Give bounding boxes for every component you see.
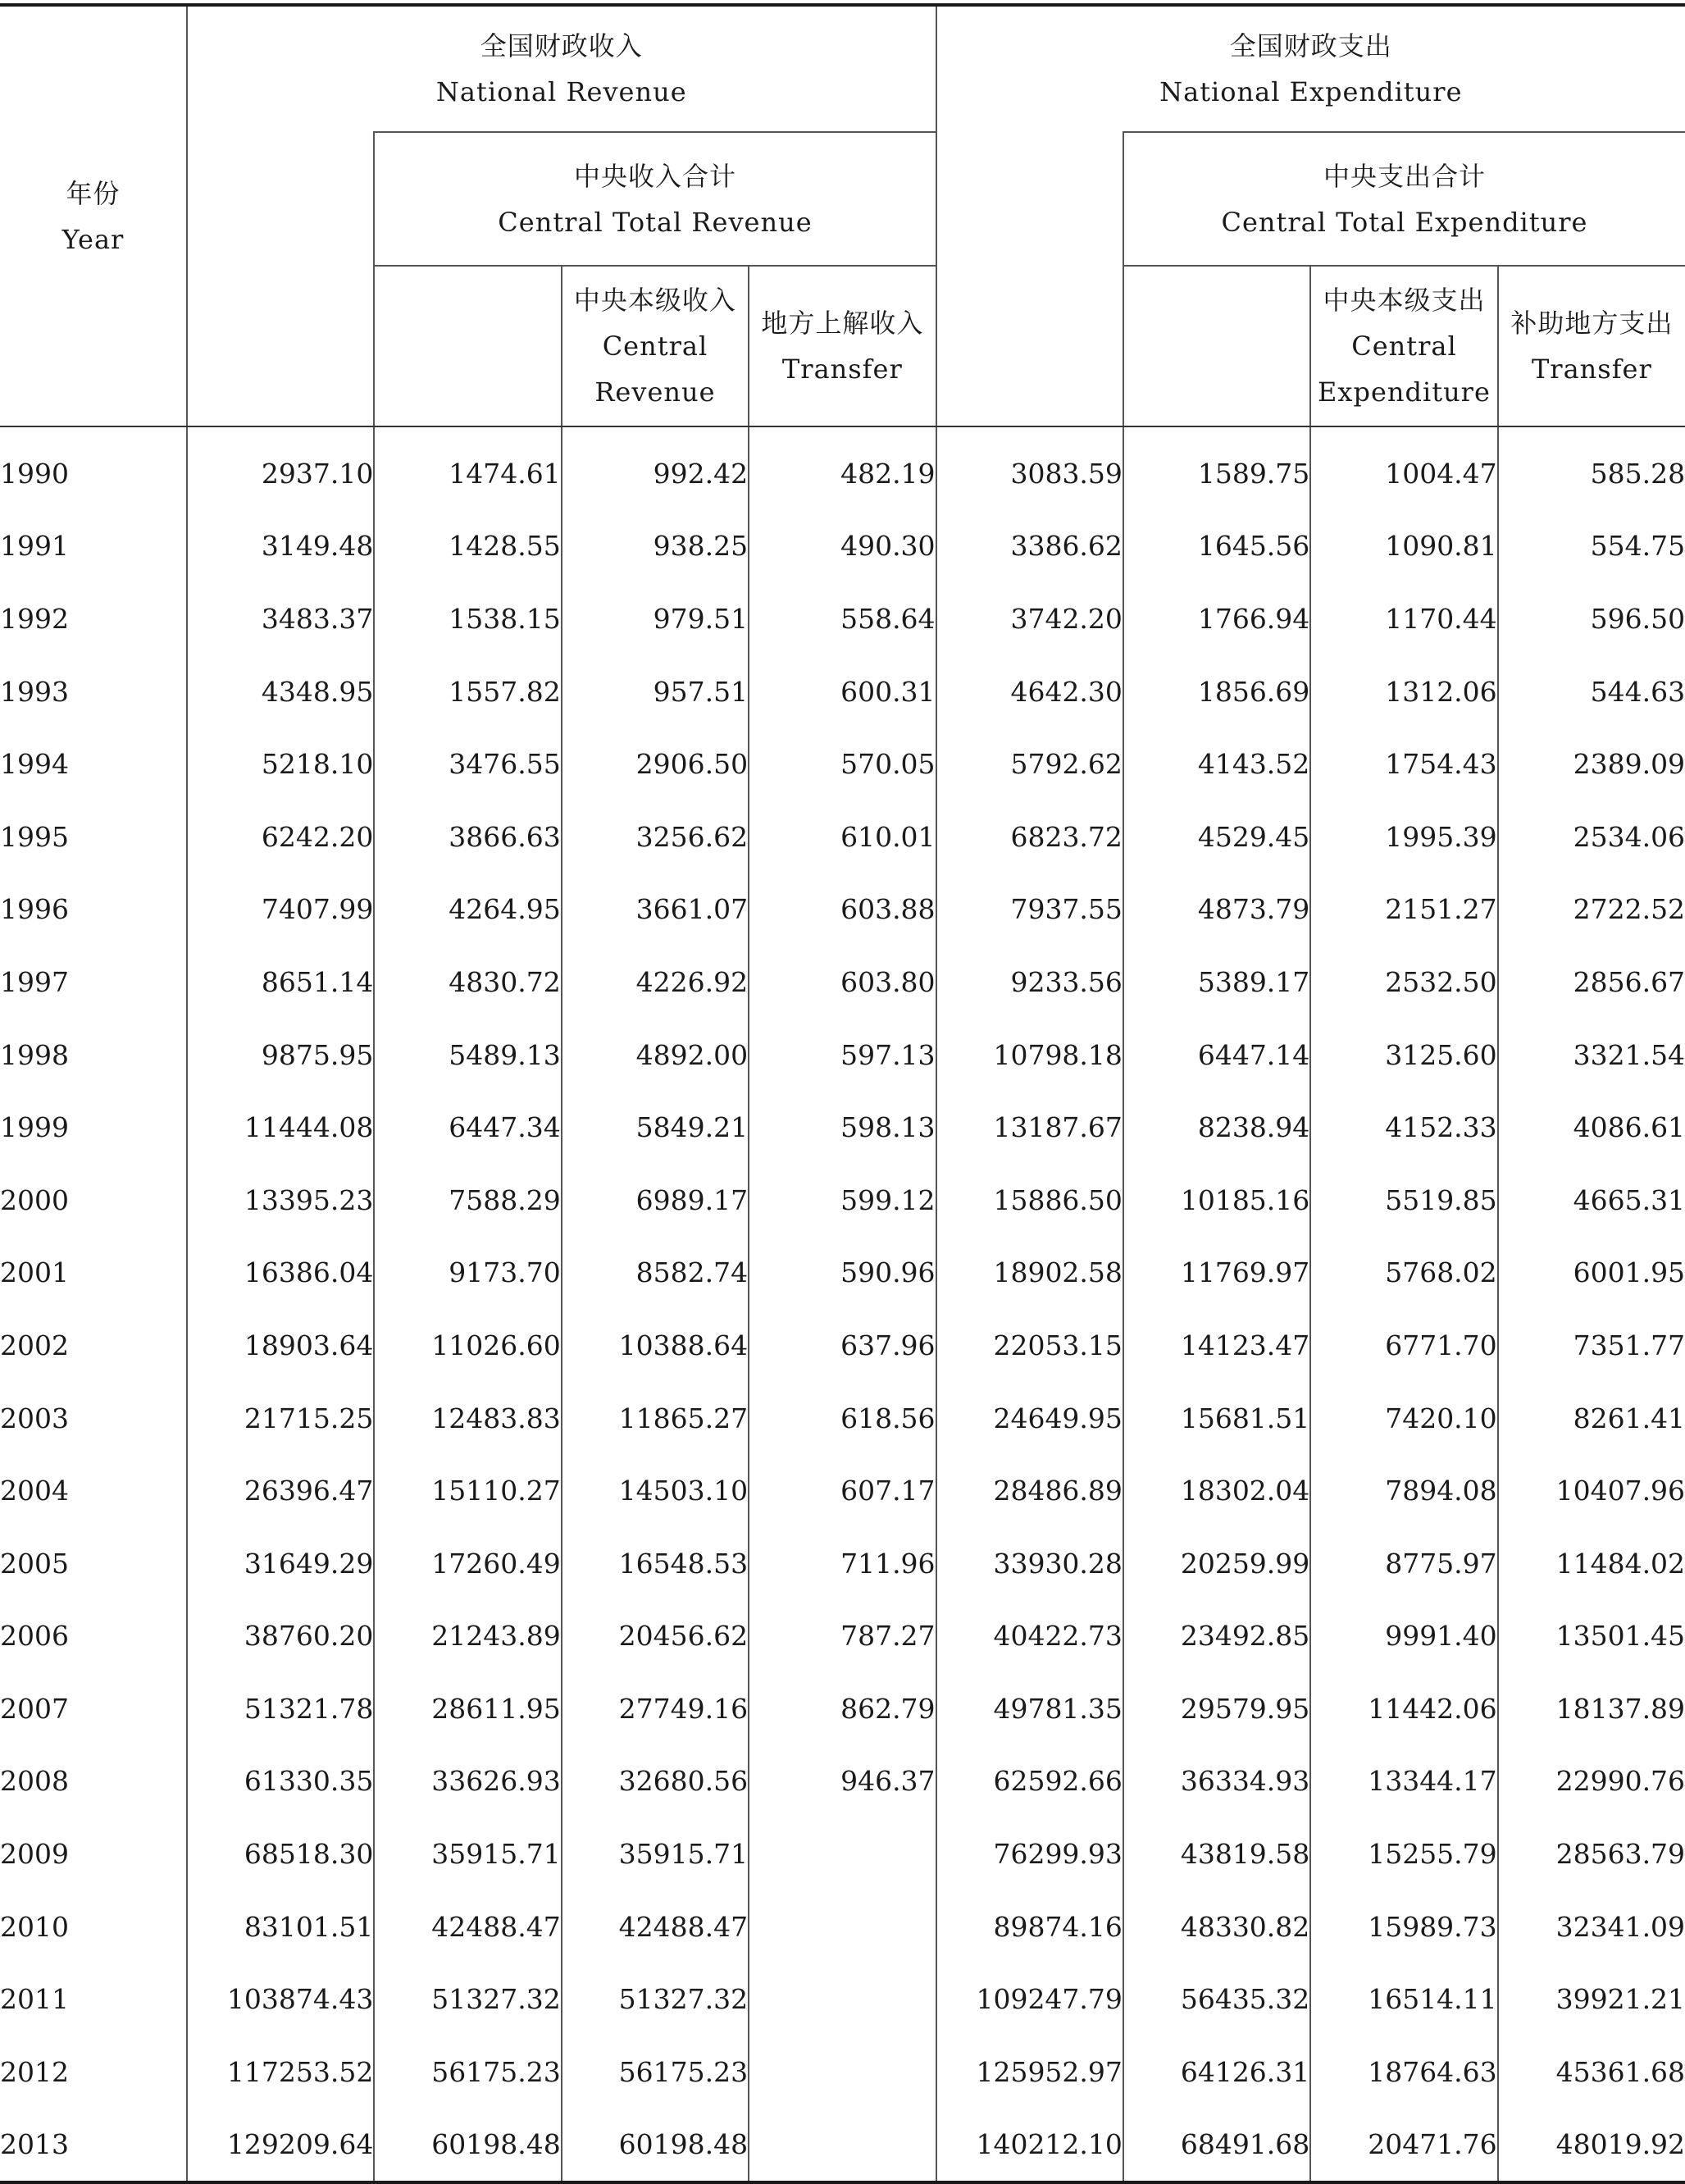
central-total-revenue-header-en: Central Total Revenue bbox=[498, 206, 813, 238]
table-row bbox=[0, 2036, 1685, 2109]
transfer-in-cell: 482.19 bbox=[749, 426, 936, 510]
transfer-in-cell: 946.37 bbox=[749, 1745, 936, 1818]
central-expenditure-cell: 4152.33 bbox=[1310, 1091, 1497, 1164]
table-header bbox=[0, 5, 1685, 426]
table-row bbox=[0, 727, 1685, 800]
central-expenditure-cell: 1004.47 bbox=[1310, 426, 1497, 510]
national-revenue-cell: 6242.20 bbox=[187, 800, 374, 873]
transfer-out-cell: 7351.77 bbox=[1573, 1329, 1685, 1361]
central-total-expenditure-header-en: Central Total Expenditure bbox=[1221, 206, 1588, 238]
central-expenditure-cell: 5768.02 bbox=[1310, 1237, 1497, 1310]
central-total-expenditure-cell: 64126.31 bbox=[1123, 2036, 1310, 2109]
national-expenditure-cell: 6823.72 bbox=[936, 800, 1123, 873]
transfer-out-cell: 3321.54 bbox=[1573, 1038, 1685, 1071]
national-expenditure-cell: 15886.50 bbox=[936, 1164, 1123, 1237]
table-row bbox=[0, 510, 1685, 583]
central-expenditure-cell: 6771.70 bbox=[1310, 1309, 1497, 1382]
central-expenditure-cell: 7420.10 bbox=[1310, 1382, 1497, 1455]
central-total-revenue-cell: 51327.32 bbox=[374, 1963, 561, 2036]
central-total-expenditure-cell: 29579.95 bbox=[1123, 1672, 1310, 1745]
national-expenditure-cell: 9233.56 bbox=[936, 946, 1123, 1019]
fiscal-table bbox=[0, 3, 1685, 2184]
central-expenditure-cell: 16514.11 bbox=[1310, 1963, 1497, 2036]
year-cell: 2001 bbox=[0, 1237, 187, 1310]
transfer-in-cell bbox=[749, 2036, 936, 2109]
transfer-in-cell: 598.13 bbox=[749, 1091, 936, 1164]
table-row bbox=[0, 1382, 1685, 1455]
national-revenue-cell: 7407.99 bbox=[187, 873, 374, 946]
central-total-expenditure-cell: 1766.94 bbox=[1123, 582, 1310, 655]
central-revenue-cell: 11865.27 bbox=[562, 1382, 749, 1455]
year-cell: 2010 bbox=[0, 1890, 187, 1963]
central-expenditure-cell: 20471.76 bbox=[1310, 2109, 1497, 2183]
transfer-out-cell: 2389.09 bbox=[1573, 748, 1685, 781]
central-revenue-cell: 3256.62 bbox=[562, 800, 749, 873]
transfer-out-cell: 39921.21 bbox=[1555, 1983, 1685, 2016]
national-revenue-cell: 3149.48 bbox=[187, 510, 374, 583]
central-total-revenue-cell: 21243.89 bbox=[374, 1600, 561, 1673]
central-total-expenditure-cell: 36334.93 bbox=[1123, 1745, 1310, 1818]
transfer-out-cell: 11484.02 bbox=[1555, 1547, 1685, 1580]
transfer-in-cell: 787.27 bbox=[749, 1600, 936, 1673]
central-expenditure-cell: 5519.85 bbox=[1310, 1164, 1497, 1237]
transfer-in-cell: 599.12 bbox=[749, 1164, 936, 1237]
central-revenue-cell: 42488.47 bbox=[562, 1890, 749, 1963]
central-total-expenditure-cell: 14123.47 bbox=[1123, 1309, 1310, 1382]
national-expenditure-cell: 89874.16 bbox=[936, 1890, 1123, 1963]
central-total-revenue-cell: 17260.49 bbox=[374, 1527, 561, 1600]
national-expenditure-cell: 5792.62 bbox=[936, 727, 1123, 800]
central-expenditure-cell: 2532.50 bbox=[1310, 946, 1497, 1019]
year-cell: 2002 bbox=[0, 1309, 187, 1382]
central-total-revenue-cell: 9173.70 bbox=[374, 1237, 561, 1310]
central-expenditure-cell: 13344.17 bbox=[1310, 1745, 1497, 1818]
central-total-revenue-cell: 3866.63 bbox=[374, 800, 561, 873]
transfer-in-cell: 570.05 bbox=[749, 727, 936, 800]
central-revenue-cell: 5849.21 bbox=[562, 1091, 749, 1164]
year-header bbox=[0, 5, 187, 426]
national-expenditure-cell: 22053.15 bbox=[936, 1309, 1123, 1382]
national-revenue-cell: 5218.10 bbox=[187, 727, 374, 800]
national-expenditure-header-en: National Expenditure bbox=[1159, 76, 1463, 107]
national-expenditure-header bbox=[936, 5, 1685, 132]
central-total-expenditure-cell: 11769.97 bbox=[1123, 1237, 1310, 1310]
central-revenue-cell: 6989.17 bbox=[562, 1164, 749, 1237]
central-total-revenue-cell: 35915.71 bbox=[374, 1817, 561, 1890]
transfer-in-cell: 607.17 bbox=[749, 1454, 936, 1527]
national-expenditure-cell: 4642.30 bbox=[936, 655, 1123, 728]
transfer-in-cell: 711.96 bbox=[749, 1527, 936, 1600]
year-cell: 2006 bbox=[0, 1600, 187, 1673]
central-total-expenditure-cell: 4529.45 bbox=[1123, 800, 1310, 873]
national-revenue-cell: 18903.64 bbox=[187, 1309, 374, 1382]
central-total-revenue-cell: 1538.15 bbox=[374, 582, 561, 655]
national-expenditure-total-header bbox=[936, 132, 1123, 426]
year-cell: 2005 bbox=[0, 1527, 187, 1600]
central-total-revenue-cell: 4264.95 bbox=[374, 873, 561, 946]
national-revenue-cell: 2937.10 bbox=[187, 426, 374, 510]
year-cell: 1990 bbox=[0, 426, 187, 510]
central-total-revenue-cell: 4830.72 bbox=[374, 946, 561, 1019]
central-total-revenue-cell: 1474.61 bbox=[374, 426, 561, 510]
central-total-expenditure-cell: 4873.79 bbox=[1123, 873, 1310, 946]
central-total-revenue-cell: 5489.13 bbox=[374, 1019, 561, 1092]
central-total-expenditure-cell: 4143.52 bbox=[1123, 727, 1310, 800]
national-expenditure-cell: 40422.73 bbox=[936, 1600, 1123, 1673]
transfer-out-cell: 544.63 bbox=[1590, 675, 1685, 708]
year-cell: 2013 bbox=[0, 2109, 187, 2183]
central-total-expenditure-cell: 48330.82 bbox=[1123, 1890, 1310, 1963]
transfer-out-cell: 48019.92 bbox=[1555, 2128, 1685, 2161]
transfer-out-cell: 4086.61 bbox=[1573, 1111, 1685, 1144]
central-total-expenditure-cell: 10185.16 bbox=[1123, 1164, 1310, 1237]
year-header-en: Year bbox=[61, 223, 125, 255]
year-header-cn: 年份 bbox=[66, 177, 121, 209]
transfer-in-cell bbox=[749, 1817, 936, 1890]
national-expenditure-cell: 3742.20 bbox=[936, 582, 1123, 655]
central-total-revenue-cell: 1428.55 bbox=[374, 510, 561, 583]
central-total-revenue-cell: 56175.23 bbox=[374, 2036, 561, 2109]
national-expenditure-cell: 125952.97 bbox=[936, 2036, 1123, 2109]
table-row bbox=[0, 946, 1685, 1019]
transfer-in-cell: 603.80 bbox=[749, 946, 936, 1019]
year-cell: 1996 bbox=[0, 873, 187, 946]
transfer-in-cell: 597.13 bbox=[749, 1019, 936, 1092]
central-revenue-cell: 16548.53 bbox=[562, 1527, 749, 1600]
year-cell: 2007 bbox=[0, 1672, 187, 1745]
central-expenditure-cell: 1170.44 bbox=[1310, 582, 1497, 655]
national-expenditure-cell: 62592.66 bbox=[936, 1745, 1123, 1818]
central-total-revenue-cell: 60198.48 bbox=[374, 2109, 561, 2183]
table-row bbox=[0, 1309, 1685, 1382]
table-row bbox=[0, 1963, 1685, 2036]
national-revenue-header-cn: 全国财政收入 bbox=[480, 30, 643, 62]
transfer-out-cell: 22990.76 bbox=[1555, 1765, 1685, 1798]
transfer-in-cell bbox=[749, 1963, 936, 2036]
transfer-out-header bbox=[1498, 266, 1685, 426]
central-revenue-header-en-2: Revenue bbox=[594, 376, 716, 408]
year-cell: 2004 bbox=[0, 1454, 187, 1527]
national-expenditure-cell: 76299.93 bbox=[936, 1817, 1123, 1890]
central-total-revenue-cell: 15110.27 bbox=[374, 1454, 561, 1527]
central-total-expenditure-cell: 15681.51 bbox=[1123, 1382, 1310, 1455]
central-total-expenditure-cell: 6447.14 bbox=[1123, 1019, 1310, 1092]
national-expenditure-cell: 24649.95 bbox=[936, 1382, 1123, 1455]
central-revenue-cell: 20456.62 bbox=[562, 1600, 749, 1673]
table-row bbox=[0, 1164, 1685, 1237]
central-expenditure-cell: 1995.39 bbox=[1310, 800, 1497, 873]
transfer-in-cell bbox=[749, 2109, 936, 2183]
year-cell: 2009 bbox=[0, 1817, 187, 1890]
central-expenditure-cell: 1090.81 bbox=[1310, 510, 1497, 583]
transfer-in-header-cn: 地方上解收入 bbox=[761, 308, 924, 339]
transfer-in-cell: 862.79 bbox=[749, 1672, 936, 1745]
central-total-expenditure-cell: 1856.69 bbox=[1123, 655, 1310, 728]
table-body bbox=[0, 426, 1685, 2182]
national-revenue-cell: 31649.29 bbox=[187, 1527, 374, 1600]
central-revenue-cell: 60198.48 bbox=[562, 2109, 749, 2183]
transfer-out-cell: 13501.45 bbox=[1555, 1620, 1685, 1653]
central-total-revenue-header bbox=[374, 132, 936, 266]
year-cell: 1995 bbox=[0, 800, 187, 873]
year-cell: 1998 bbox=[0, 1019, 187, 1092]
national-revenue-cell: 51321.78 bbox=[187, 1672, 374, 1745]
transfer-in-cell: 637.96 bbox=[749, 1309, 936, 1382]
year-cell: 2008 bbox=[0, 1745, 187, 1818]
table-row bbox=[0, 1527, 1685, 1600]
national-expenditure-cell: 18902.58 bbox=[936, 1237, 1123, 1310]
year-cell: 2000 bbox=[0, 1164, 187, 1237]
central-total-expenditure-cell: 1589.75 bbox=[1123, 426, 1310, 510]
national-revenue-cell: 8651.14 bbox=[187, 946, 374, 1019]
central-expenditure-cell: 18764.63 bbox=[1310, 2036, 1497, 2109]
central-total-expenditure-cell: 43819.58 bbox=[1123, 1817, 1310, 1890]
transfer-out-cell: 596.50 bbox=[1590, 602, 1685, 635]
central-total-revenue-cell: 28611.95 bbox=[374, 1672, 561, 1745]
transfer-out-cell: 28563.79 bbox=[1555, 1838, 1685, 1871]
national-expenditure-cell: 3083.59 bbox=[936, 426, 1123, 510]
central-revenue-cell: 938.25 bbox=[562, 510, 749, 583]
transfer-out-cell: 2534.06 bbox=[1573, 820, 1685, 853]
national-revenue-cell: 117253.52 bbox=[187, 2036, 374, 2109]
table-row bbox=[0, 873, 1685, 946]
table-row bbox=[0, 1600, 1685, 1673]
central-expenditure-cell: 3125.60 bbox=[1310, 1019, 1497, 1092]
national-expenditure-cell: 49781.35 bbox=[936, 1672, 1123, 1745]
central-expenditure-cell: 2151.27 bbox=[1310, 873, 1497, 946]
national-revenue-cell: 129209.64 bbox=[187, 2109, 374, 2183]
table-row bbox=[0, 1091, 1685, 1164]
central-total-revenue-cell: 6447.34 bbox=[374, 1091, 561, 1164]
year-cell: 1992 bbox=[0, 582, 187, 655]
transfer-in-cell: 610.01 bbox=[749, 800, 936, 873]
central-revenue-cell: 2906.50 bbox=[562, 727, 749, 800]
transfer-out-cell: 554.75 bbox=[1590, 530, 1685, 563]
central-total-expenditure-cell: 18302.04 bbox=[1123, 1454, 1310, 1527]
central-total-revenue-header-cn: 中央收入合计 bbox=[573, 160, 736, 192]
table-row bbox=[0, 1237, 1685, 1310]
national-revenue-cell: 68518.30 bbox=[187, 1817, 374, 1890]
national-expenditure-header-cn: 全国财政支出 bbox=[1229, 30, 1392, 62]
central-revenue-cell: 4226.92 bbox=[562, 946, 749, 1019]
national-expenditure-cell: 10798.18 bbox=[936, 1019, 1123, 1092]
national-expenditure-cell: 28486.89 bbox=[936, 1454, 1123, 1527]
central-total-revenue-cell: 3476.55 bbox=[374, 727, 561, 800]
central-revenue-cell: 3661.07 bbox=[562, 873, 749, 946]
central-total-revenue-cell: 7588.29 bbox=[374, 1164, 561, 1237]
central-revenue-cell: 10388.64 bbox=[562, 1309, 749, 1382]
national-expenditure-cell: 13187.67 bbox=[936, 1091, 1123, 1164]
national-expenditure-cell: 140212.10 bbox=[936, 2109, 1123, 2183]
table-row bbox=[0, 800, 1685, 873]
national-expenditure-cell: 33930.28 bbox=[936, 1527, 1123, 1600]
central-expenditure-cell: 15255.79 bbox=[1310, 1817, 1497, 1890]
national-revenue-cell: 9875.95 bbox=[187, 1019, 374, 1092]
national-revenue-cell: 13395.23 bbox=[187, 1164, 374, 1237]
central-total-expenditure-cell: 5389.17 bbox=[1123, 946, 1310, 1019]
central-revenue-cell: 4892.00 bbox=[562, 1019, 749, 1092]
year-cell: 2011 bbox=[0, 1963, 187, 2036]
central-total-expenditure-cell: 8238.94 bbox=[1123, 1091, 1310, 1164]
central-expenditure-cell: 11442.06 bbox=[1310, 1672, 1497, 1745]
table-row bbox=[0, 582, 1685, 655]
national-revenue-cell: 3483.37 bbox=[187, 582, 374, 655]
central-revenue-cell: 979.51 bbox=[562, 582, 749, 655]
transfer-in-cell: 490.30 bbox=[749, 510, 936, 583]
national-revenue-total-header bbox=[187, 132, 374, 426]
central-total-expenditure-header bbox=[1123, 132, 1685, 266]
central-expenditure-header-cn: 中央本级支出 bbox=[1323, 285, 1486, 316]
central-revenue-total-col-header bbox=[374, 266, 561, 426]
transfer-out-cell: 18137.89 bbox=[1555, 1692, 1685, 1725]
central-total-expenditure-cell: 20259.99 bbox=[1123, 1527, 1310, 1600]
national-revenue-cell: 38760.20 bbox=[187, 1600, 374, 1673]
table-row bbox=[0, 1745, 1685, 1818]
central-expenditure-cell: 1754.43 bbox=[1310, 727, 1497, 800]
central-total-expenditure-cell: 68491.68 bbox=[1123, 2109, 1310, 2183]
table-row bbox=[0, 2109, 1685, 2183]
central-total-expenditure-cell: 23492.85 bbox=[1123, 1600, 1310, 1673]
central-revenue-cell: 32680.56 bbox=[562, 1745, 749, 1818]
central-revenue-header-en-1: Central bbox=[602, 331, 708, 362]
transfer-out-cell: 32341.09 bbox=[1555, 1910, 1685, 1943]
central-expenditure-cell: 15989.73 bbox=[1310, 1890, 1497, 1963]
central-expenditure-header-en-2: Expenditure bbox=[1318, 376, 1491, 408]
central-revenue-cell: 27749.16 bbox=[562, 1672, 749, 1745]
central-revenue-cell: 8582.74 bbox=[562, 1237, 749, 1310]
central-expenditure-cell: 1312.06 bbox=[1310, 655, 1497, 728]
national-revenue-cell: 61330.35 bbox=[187, 1745, 374, 1818]
central-expenditure-cell: 9991.40 bbox=[1310, 1600, 1497, 1673]
central-total-expenditure-cell: 1645.56 bbox=[1123, 510, 1310, 583]
central-expenditure-cell: 7894.08 bbox=[1310, 1454, 1497, 1527]
national-revenue-header bbox=[187, 5, 936, 132]
national-revenue-cell: 16386.04 bbox=[187, 1237, 374, 1310]
transfer-in-cell: 590.96 bbox=[749, 1237, 936, 1310]
year-cell: 1997 bbox=[0, 946, 187, 1019]
central-expenditure-cell: 8775.97 bbox=[1310, 1527, 1497, 1600]
transfer-out-cell: 2722.52 bbox=[1573, 893, 1685, 926]
transfer-out-cell: 4665.31 bbox=[1573, 1183, 1685, 1216]
table-row bbox=[0, 1454, 1685, 1527]
central-total-revenue-cell: 11026.60 bbox=[374, 1309, 561, 1382]
national-expenditure-cell: 7937.55 bbox=[936, 873, 1123, 946]
transfer-in-cell: 618.56 bbox=[749, 1382, 936, 1455]
transfer-out-cell: 6001.95 bbox=[1573, 1256, 1685, 1289]
national-revenue-cell: 26396.47 bbox=[187, 1454, 374, 1527]
transfer-in-header bbox=[749, 266, 936, 426]
central-revenue-cell: 56175.23 bbox=[562, 2036, 749, 2109]
central-total-revenue-cell: 42488.47 bbox=[374, 1890, 561, 1963]
year-cell: 1994 bbox=[0, 727, 187, 800]
year-cell: 1993 bbox=[0, 655, 187, 728]
central-revenue-cell: 957.51 bbox=[562, 655, 749, 728]
central-total-expenditure-header-cn: 中央支出合计 bbox=[1323, 160, 1486, 192]
transfer-in-header-en: Transfer bbox=[781, 353, 903, 385]
table-row bbox=[0, 1019, 1685, 1092]
central-revenue-cell: 14503.10 bbox=[562, 1454, 749, 1527]
central-revenue-cell: 992.42 bbox=[562, 426, 749, 510]
central-total-revenue-cell: 12483.83 bbox=[374, 1382, 561, 1455]
transfer-in-cell: 558.64 bbox=[749, 582, 936, 655]
transfer-out-cell: 585.28 bbox=[1590, 457, 1685, 490]
central-expenditure-header-en-1: Central bbox=[1351, 331, 1457, 362]
table-row bbox=[0, 1817, 1685, 1890]
transfer-out-cell: 10407.96 bbox=[1555, 1475, 1685, 1507]
central-total-expenditure-cell: 56435.32 bbox=[1123, 1963, 1310, 2036]
transfer-in-cell bbox=[749, 1890, 936, 1963]
year-cell: 2003 bbox=[0, 1382, 187, 1455]
table-row bbox=[0, 1672, 1685, 1745]
year-cell: 2012 bbox=[0, 2036, 187, 2109]
transfer-out-header-en: Transfer bbox=[1531, 353, 1652, 385]
table-row bbox=[0, 1890, 1685, 1963]
national-revenue-header-en: National Revenue bbox=[435, 76, 687, 107]
transfer-out-cell: 2856.67 bbox=[1573, 965, 1685, 998]
national-revenue-cell: 4348.95 bbox=[187, 655, 374, 728]
transfer-out-header-cn: 补助地方支出 bbox=[1510, 308, 1674, 339]
central-expenditure-header bbox=[1310, 266, 1497, 426]
table-row bbox=[0, 655, 1685, 728]
transfer-in-cell: 600.31 bbox=[749, 655, 936, 728]
national-expenditure-cell: 109247.79 bbox=[936, 1963, 1123, 2036]
central-revenue-header-cn: 中央本级收入 bbox=[573, 285, 736, 316]
central-revenue-cell: 51327.32 bbox=[562, 1963, 749, 2036]
year-cell: 1991 bbox=[0, 510, 187, 583]
national-revenue-cell: 103874.43 bbox=[187, 1963, 374, 2036]
transfer-in-cell: 603.88 bbox=[749, 873, 936, 946]
central-total-revenue-cell: 1557.82 bbox=[374, 655, 561, 728]
transfer-out-cell: 45361.68 bbox=[1555, 2055, 1685, 2088]
table-row bbox=[0, 426, 1685, 510]
central-revenue-cell: 35915.71 bbox=[562, 1817, 749, 1890]
transfer-out-cell: 8261.41 bbox=[1573, 1402, 1685, 1434]
central-revenue-header bbox=[562, 266, 749, 426]
central-expenditure-total-col-header bbox=[1123, 266, 1310, 426]
year-cell: 1999 bbox=[0, 1091, 187, 1164]
national-revenue-cell: 11444.08 bbox=[187, 1091, 374, 1164]
central-total-revenue-cell: 33626.93 bbox=[374, 1745, 561, 1818]
national-revenue-cell: 21715.25 bbox=[187, 1382, 374, 1455]
national-expenditure-cell: 3386.62 bbox=[936, 510, 1123, 583]
national-revenue-cell: 83101.51 bbox=[187, 1890, 374, 1963]
